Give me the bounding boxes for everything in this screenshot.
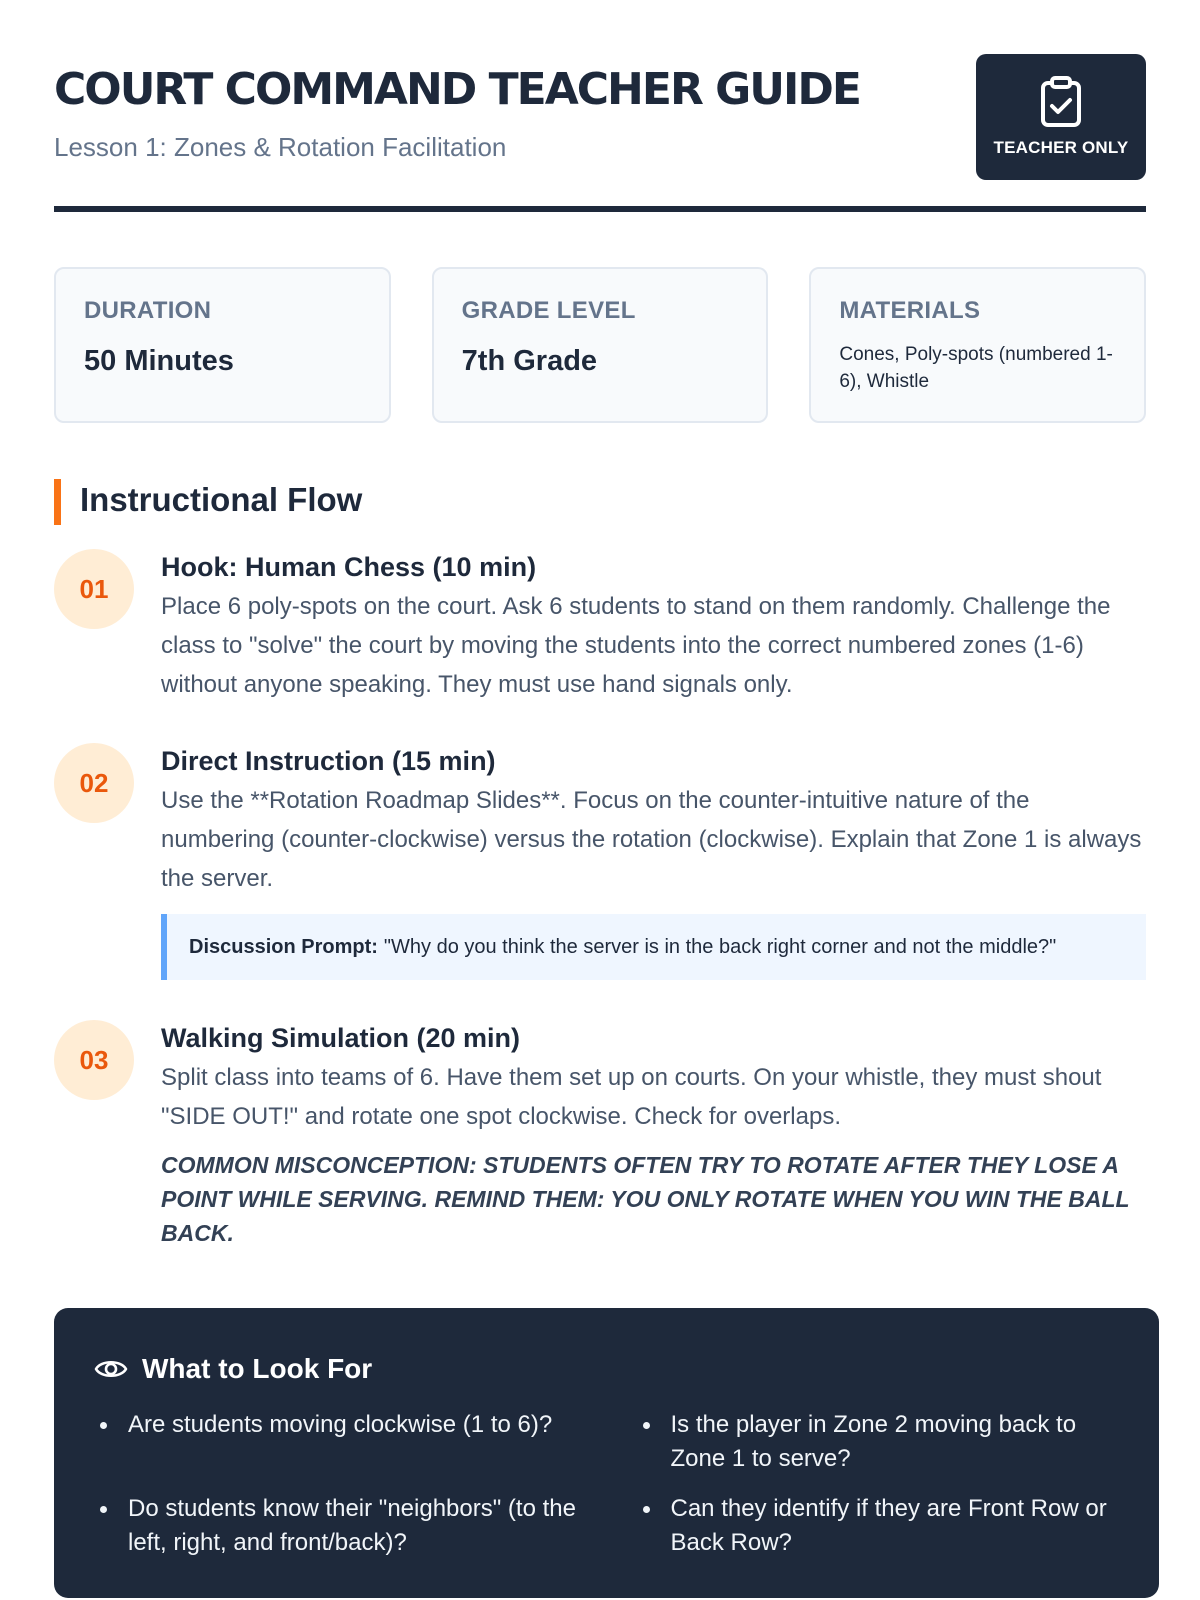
step-text: Split class into teams of 6. Have them set up on courts. On your whistle, they must shout "SIDE OUT!" and rotate one spot clockwise. Check for overlaps. [161,1064,1102,1130]
discussion-prompt-text: "Why do you think the server is in the back right corner and not the middle?" [383,935,1057,958]
card-label: DURATION [84,297,212,324]
section-accent-bar [54,479,61,525]
step-title: Hook: Human Chess (10 min) [161,552,537,582]
step-text: Place 6 poly-spots on the court. Ask 6 students to stand on them randomly. Challenge the class to "solve" the court by moving the students into the correct numbered zones (1-6) without anyone speaking. They must use hand signals only. [161,593,1111,698]
step-text: Use the **Rotation Roadmap Slides**. Focus on the counter-intuitive nature of the numbering (counter-clockwise) versus the rotation (clockwise). Explain that Zone 1 is always the server. [161,787,1142,892]
look-for-list [94,1408,1119,1560]
page-title: COURT COMMAND TEACHER GUIDE [54,64,860,115]
materials-card [809,267,1146,423]
section-heading [54,477,1146,525]
step-number: 01 [54,549,134,629]
list-item: Do students know their "neighbors" (to the left, right, and front/back)? [94,1492,577,1560]
section-title: Instructional Flow [80,481,363,518]
card-value: 50 Minutes [84,345,234,377]
list-item: Are students moving clockwise (1 to 6)? [94,1408,577,1476]
misconception-note: COMMON MISCONCEPTION: STUDENTS OFTEN TRY TO ROTATE AFTER THEY LOSE A POINT WHILE SERVING. REMIND THEM: YOU ONLY ROTATE WHEN YOU WIN THE BALL BACK. [161,1152,1130,1246]
info-cards [54,267,1146,423]
step-item [54,1020,1146,1250]
card-value: 7th Grade [461,345,598,377]
step-item [54,549,1146,704]
step-number: 03 [54,1020,134,1100]
page-subtitle: Lesson 1: Zones & Rotation Facilitation [54,132,507,162]
card-value: Cones, Poly-spots (numbered 1-6), Whistle [839,344,1113,392]
page-header [54,0,1146,212]
step-title: Direct Instruction (15 min) [161,746,496,776]
card-label: MATERIALS [839,297,981,324]
step-item [54,743,1146,980]
discussion-prompt [161,914,1146,980]
duration-card [54,267,391,423]
look-for-title: What to Look For [142,1353,373,1384]
list-item: Is the player in Zone 2 moving back to Zone 1 to serve? [637,1408,1120,1476]
card-label: GRADE LEVEL [461,297,636,324]
list-item: Can they identify if they are Front Row or Back Row? [637,1492,1120,1560]
grade-level-card [432,267,769,423]
eye-icon [94,1352,128,1386]
step-number: 02 [54,743,134,823]
what-to-look-for-box [54,1308,1159,1598]
look-for-header [94,1350,1119,1388]
step-title: Walking Simulation (20 min) [161,1023,521,1053]
badge-label: TEACHER ONLY [993,138,1129,157]
clipboard-check-icon [1038,76,1084,128]
discussion-prompt-label: Discussion Prompt: [189,935,378,958]
teacher-only-badge [976,54,1146,180]
